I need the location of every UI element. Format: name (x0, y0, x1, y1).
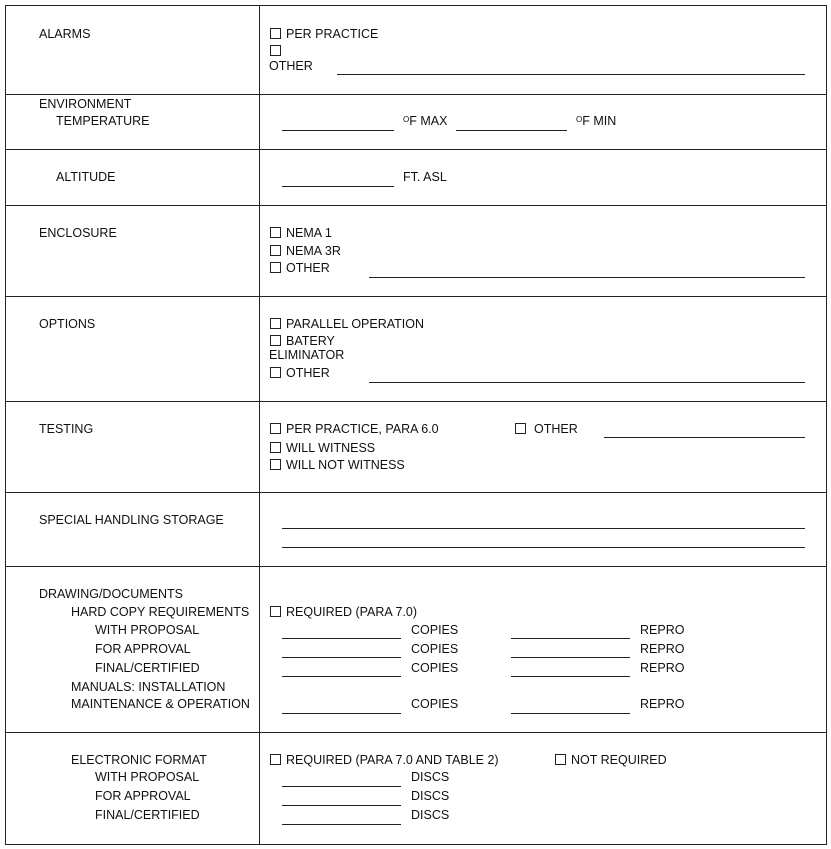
column-divider (259, 5, 260, 845)
repro-label: REPRO (640, 661, 685, 675)
manuals-copies-field[interactable] (282, 713, 401, 714)
nema3r-checkbox[interactable] (270, 245, 281, 256)
enclosure-other-checkbox[interactable] (270, 262, 281, 273)
enclosure-other-field[interactable] (369, 277, 805, 278)
nema1-checkbox[interactable] (270, 227, 281, 238)
options-other-label: OTHER (286, 366, 330, 380)
special-handling-field-2[interactable] (282, 547, 805, 548)
special-handling-label: SPECIAL HANDLING STORAGE (39, 513, 224, 527)
repro-label: REPRO (640, 697, 685, 711)
hc-for-approval-label: FOR APPROVAL (95, 642, 191, 656)
alarms-other-field[interactable] (337, 74, 805, 75)
testing-label: TESTING (39, 422, 94, 436)
row-divider (5, 401, 827, 402)
battery-label: BATERY (286, 334, 335, 348)
copies-label: COPIES (411, 661, 459, 675)
electronic-required-label: REQUIRED (PARA 7.0 AND TABLE 2) (286, 753, 499, 767)
alarms-per-practice-label: PER PRACTICE (286, 27, 379, 41)
altitude-field[interactable] (282, 186, 394, 187)
special-handling-field-1[interactable] (282, 528, 805, 529)
will-witness-checkbox[interactable] (270, 442, 281, 453)
f-max-label: $^O$F MAX (403, 114, 448, 128)
hc-with-proposal-label: WITH PROPOSAL (95, 623, 200, 637)
electronic-not-required-checkbox[interactable] (555, 754, 566, 765)
row-divider (5, 492, 827, 493)
table-left-border (5, 5, 6, 845)
enclosure-other-label: OTHER (286, 261, 330, 275)
options-label: OPTIONS (39, 317, 96, 331)
copies-label: COPIES (411, 623, 459, 637)
row-divider (5, 149, 827, 150)
hc-final-certified-copies-field[interactable] (282, 676, 401, 677)
hc-final-certified-label: FINAL/CERTIFIED (95, 661, 200, 675)
row-divider (5, 732, 827, 733)
enclosure-label: ENCLOSURE (39, 226, 117, 240)
options-other-field[interactable] (369, 382, 805, 383)
temperature-label: TEMPERATURE (56, 114, 150, 128)
hc-for-approval-copies-field[interactable] (282, 657, 401, 658)
electronic-format-label: ELECTRONIC FORMAT (71, 753, 207, 767)
repro-label: REPRO (640, 623, 685, 637)
electronic-not-required-label: NOT REQUIRED (571, 753, 667, 767)
copies-label: COPIES (411, 697, 459, 711)
hc-final-certified-repro-field[interactable] (511, 676, 630, 677)
discs-label: DISCS (411, 770, 450, 784)
will-not-witness-checkbox[interactable] (270, 459, 281, 470)
row-divider (5, 296, 827, 297)
testing-other-field[interactable] (604, 437, 805, 438)
nema1-label: NEMA 1 (286, 226, 332, 240)
will-not-witness-label: WILL NOT WITNESS (286, 458, 405, 472)
row-divider (5, 566, 827, 567)
drawings-label: DRAWING/DOCUMENTS (39, 587, 183, 601)
alarms-other-checkbox[interactable] (270, 45, 281, 56)
ef-for-approval-discs-field[interactable] (282, 805, 401, 806)
testing-per-practice-label: PER PRACTICE, PARA 6.0 (286, 422, 439, 436)
alarms-per-practice-checkbox[interactable] (270, 28, 281, 39)
parallel-operation-label: PARALLEL OPERATION (286, 317, 425, 331)
electronic-required-checkbox[interactable] (270, 754, 281, 765)
nema3r-label: NEMA 3R (286, 244, 341, 258)
table-right-border (826, 5, 827, 845)
ef-with-proposal-discs-field[interactable] (282, 786, 401, 787)
eliminator-label: ELIMINATOR (269, 348, 345, 362)
hc-with-proposal-copies-field[interactable] (282, 638, 401, 639)
ef-final-certified-label: FINAL/CERTIFIED (95, 808, 200, 822)
options-other-checkbox[interactable] (270, 367, 281, 378)
table-bottom-border (5, 844, 827, 845)
f-min-label: $^O$F MIN (576, 114, 617, 128)
alarms-label: ALARMS (39, 27, 91, 41)
parallel-operation-checkbox[interactable] (270, 318, 281, 329)
altitude-unit-label: FT. ASL (403, 170, 447, 184)
ef-for-approval-label: FOR APPROVAL (95, 789, 191, 803)
testing-per-practice-checkbox[interactable] (270, 423, 281, 434)
table-top-border (5, 5, 827, 6)
row-divider (5, 94, 827, 95)
hc-with-proposal-repro-field[interactable] (511, 638, 630, 639)
temperature-max-field[interactable] (282, 130, 394, 131)
testing-other-checkbox[interactable] (515, 423, 526, 434)
altitude-label: ALTITUDE (56, 170, 116, 184)
battery-eliminator-checkbox[interactable] (270, 335, 281, 346)
copies-label: COPIES (411, 642, 459, 656)
row-divider (5, 205, 827, 206)
will-witness-label: WILL WITNESS (286, 441, 376, 455)
hc-for-approval-repro-field[interactable] (511, 657, 630, 658)
ef-with-proposal-label: WITH PROPOSAL (95, 770, 200, 784)
environment-label: ENVIRONMENT (39, 97, 132, 111)
testing-other-label: OTHER (534, 422, 578, 436)
maintenance-label: MAINTENANCE & OPERATION (71, 697, 250, 711)
alarms-other-label: OTHER (269, 59, 313, 73)
hard-copy-required-checkbox[interactable] (270, 606, 281, 617)
repro-label: REPRO (640, 642, 685, 656)
temperature-min-field[interactable] (456, 130, 567, 131)
manuals-label: MANUALS: INSTALLATION (71, 680, 226, 694)
discs-label: DISCS (411, 789, 450, 803)
manuals-repro-field[interactable] (511, 713, 630, 714)
hard-copy-required-label: REQUIRED (PARA 7.0) (286, 605, 418, 619)
ef-final-certified-discs-field[interactable] (282, 824, 401, 825)
hard-copy-label: HARD COPY REQUIREMENTS (71, 605, 250, 619)
discs-label: DISCS (411, 808, 450, 822)
